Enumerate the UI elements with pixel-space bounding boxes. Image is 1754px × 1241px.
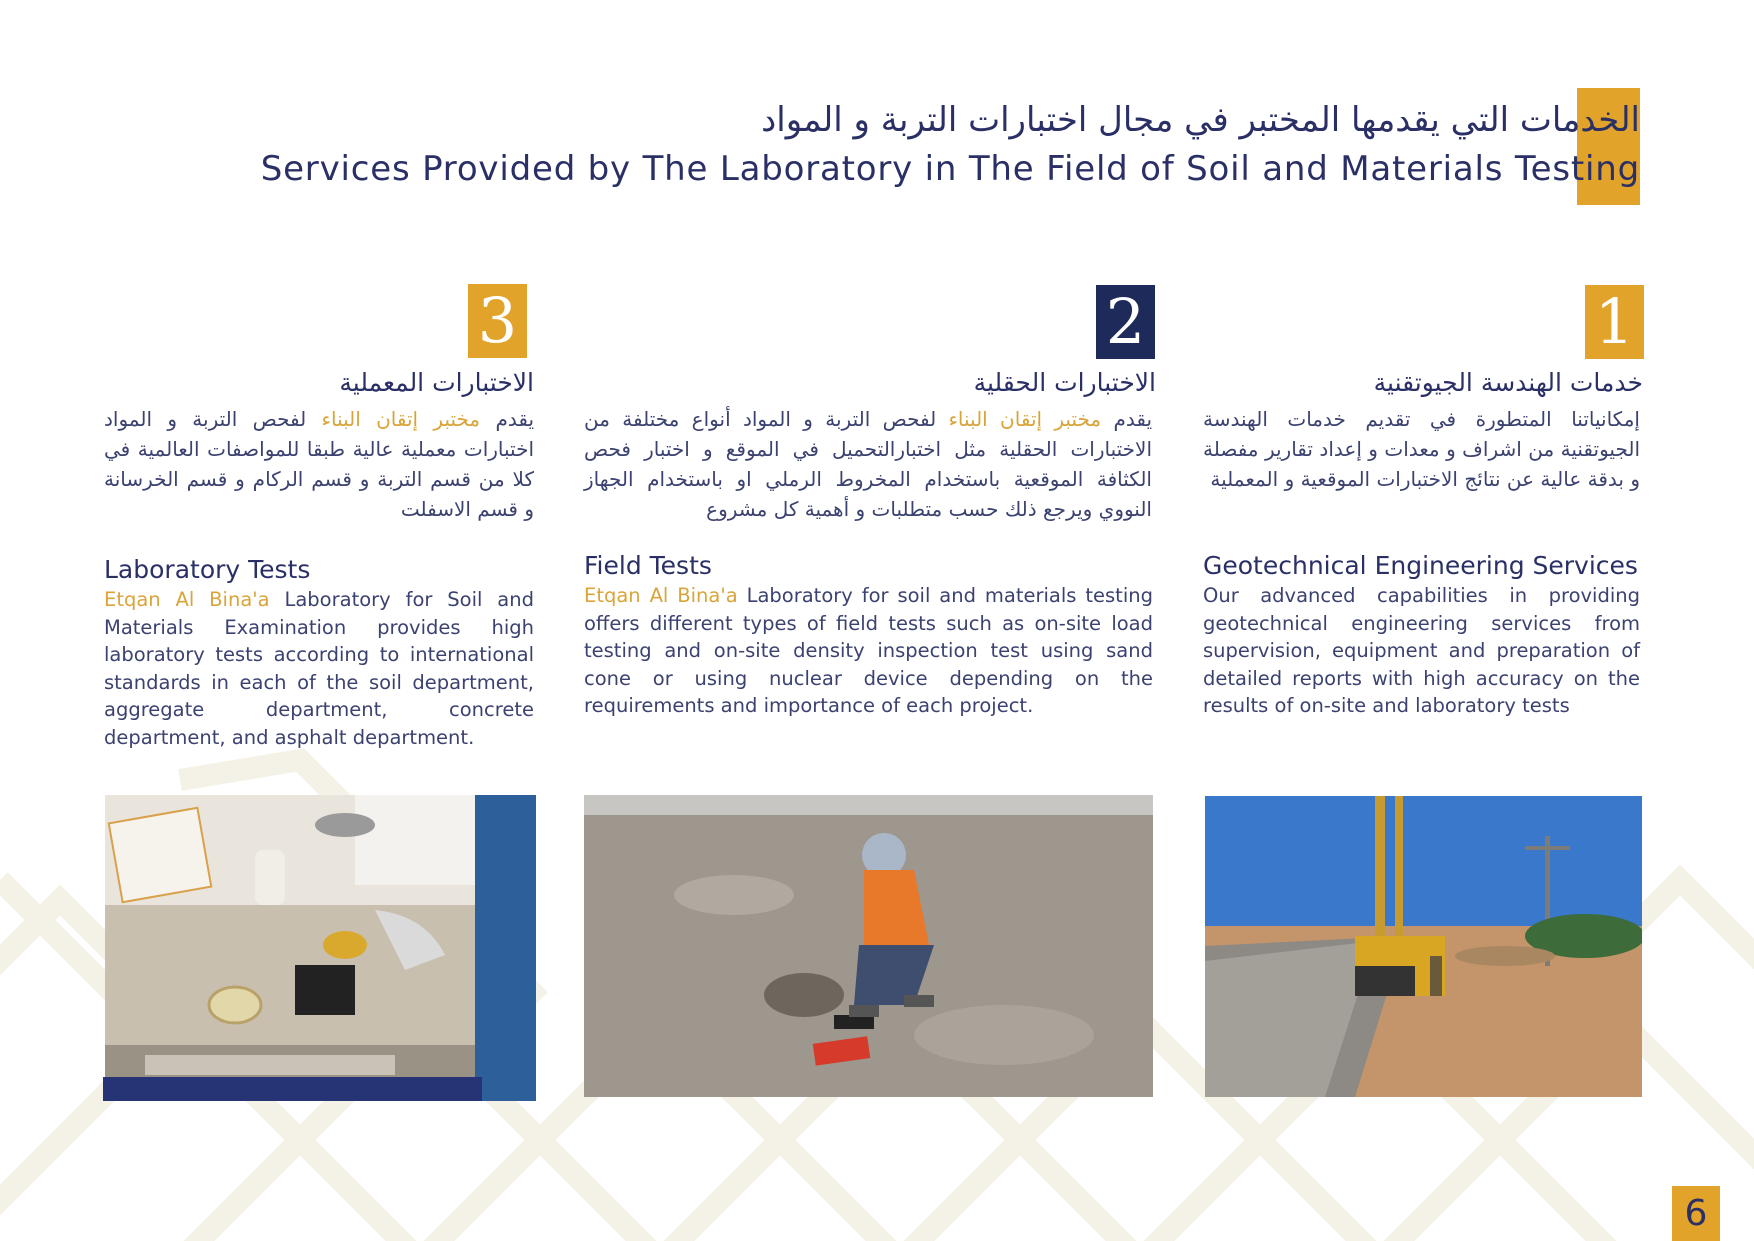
geotechnical-photo-illustration bbox=[1205, 796, 1642, 1097]
service-body-ar: إمكانياتنا المتطورة في تقديم خدمات الهندسة الجيوتقنية من اشراف و معدات و إعداد تقارير مفصلة و بدقة عالية عن نتائج الاختبارات الموقعية و المعملية bbox=[1203, 407, 1640, 491]
service-body-ar bbox=[584, 404, 1152, 524]
body-rest: Laboratory for Soil and Materials Examination provides high laboratory tests according to international standards in each of the soil department, aggregate department, concrete department, and asphalt department. bbox=[104, 588, 534, 749]
service-body-en bbox=[104, 586, 534, 751]
lab-photo bbox=[105, 795, 536, 1101]
service-heading-ar: خدمات الهندسة الجيوتقنية bbox=[1373, 368, 1643, 397]
title-english: Services Provided by The Laboratory in The Field of Soil and Materials Testing bbox=[260, 149, 1640, 189]
title-arabic: الخدمات التي يقدمها المختبر في مجال اختبارات التربة و المواد bbox=[761, 100, 1640, 140]
service-body-en: Our advanced capabilities in providing geotechnical engineering services from supervision, equipment and preparation of detailed reports with high accuracy on the results of on-site and laboratory tests bbox=[1203, 584, 1640, 717]
lab-name-highlight: مختبر إتقان البناء bbox=[321, 407, 481, 431]
service-lab-en bbox=[104, 554, 534, 751]
lab-name-highlight: Etqan Al Bina'a bbox=[584, 584, 738, 607]
service-heading-en: Field Tests bbox=[584, 551, 712, 580]
service-heading-ar: الاختبارات المعملية bbox=[339, 368, 534, 397]
lab-name-highlight: Etqan Al Bina'a bbox=[104, 588, 270, 611]
page-title bbox=[240, 96, 1640, 194]
body-prefix: يقدم bbox=[1101, 407, 1153, 431]
body-rest: Laboratory for soil and materials testing offers different types of field tests such as on-site load testing and on-site density inspection test using sand cone or using nuclear device depending on the requirements and importance of each project. bbox=[584, 584, 1153, 717]
lab-name-highlight: مختبر إتقان البناء bbox=[948, 407, 1102, 431]
service-field bbox=[584, 366, 1156, 524]
body-prefix: يقدم bbox=[480, 407, 535, 431]
service-geotechnical-en bbox=[1203, 550, 1640, 720]
lab-photo-illustration bbox=[105, 795, 536, 1101]
service-field-en bbox=[584, 550, 1153, 720]
service-geotechnical bbox=[1203, 366, 1643, 494]
field-photo-illustration bbox=[584, 795, 1153, 1097]
service-heading-ar: الاختبارات الحقلية bbox=[973, 368, 1156, 397]
service-heading-en: Geotechnical Engineering Services bbox=[1203, 551, 1638, 580]
body-rest: لفحص التربة و المواد أنواع مختلفة من الاختبارات الحقلية مثل اختبارالتحميل في الموقع و اختبار فحص الكثافة الموقعية باستخدام المخروط الرملي او باستخدام الجهاز النووي ويرجع ذلك حسب متطلبات و أهمية كل مشروع bbox=[584, 407, 1152, 521]
geotechnical-photo bbox=[1205, 796, 1642, 1097]
body-rest: لفحص التربة و المواد اختبارات معملية عالية طبقا للمواصفات العالمية في كلا من قسم التربة و قسم الركام و قسم الخرسانة و قسم الاسفلت bbox=[104, 407, 534, 521]
navy-accent-bar bbox=[103, 1077, 482, 1101]
page-number: 6 bbox=[1672, 1186, 1720, 1241]
service-body-en bbox=[584, 582, 1153, 720]
field-photo bbox=[584, 795, 1153, 1097]
service-number-2: 2 bbox=[1096, 285, 1155, 359]
service-heading-en: Laboratory Tests bbox=[104, 555, 311, 584]
service-lab bbox=[104, 366, 534, 524]
service-body-ar bbox=[104, 404, 534, 524]
service-number-3: 3 bbox=[468, 284, 527, 358]
service-number-1: 1 bbox=[1585, 285, 1644, 359]
